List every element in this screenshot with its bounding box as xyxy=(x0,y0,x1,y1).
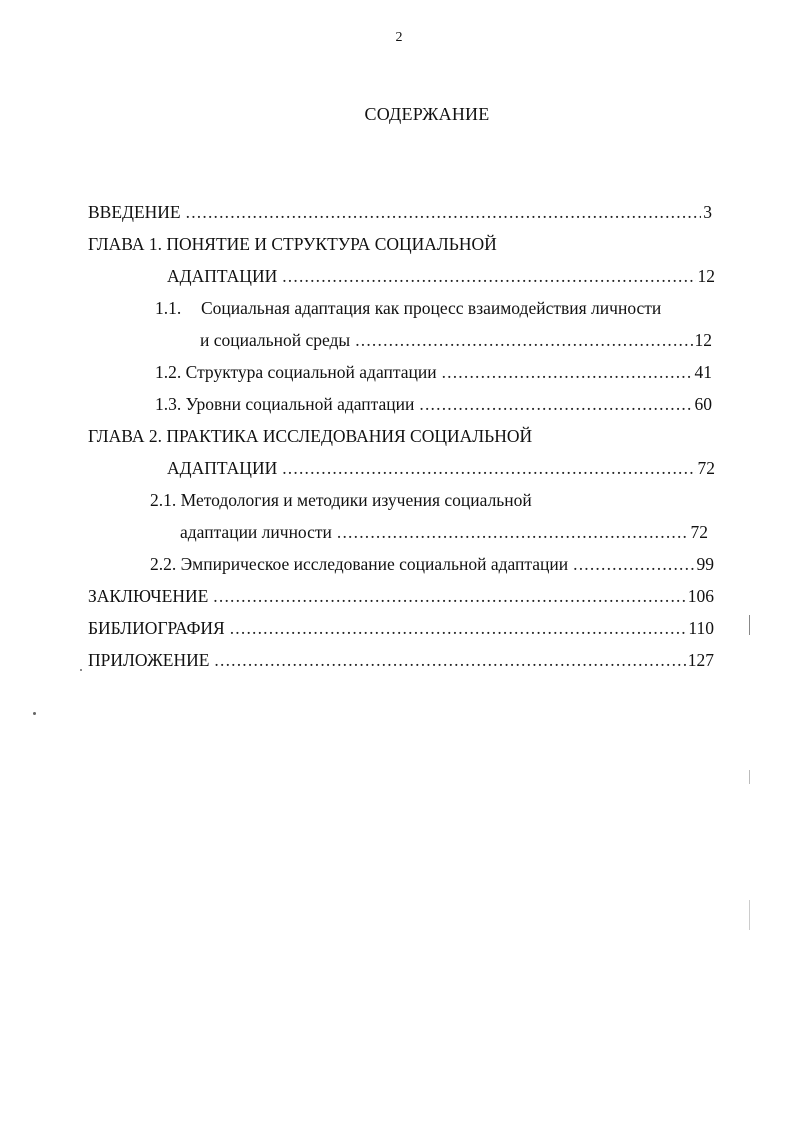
toc-entry-title: 1.2. Структура социальной адаптации xyxy=(155,362,437,382)
toc-entry-page: 110 xyxy=(688,618,714,638)
toc-leader-dots xyxy=(355,329,692,351)
toc-entry-page: 72 xyxy=(690,522,708,542)
toc-entry-title: адаптации личности xyxy=(180,522,332,542)
toc-leader-dots xyxy=(213,585,685,607)
toc-entry-introduction[interactable] xyxy=(88,201,712,223)
toc-leader-dots xyxy=(282,457,695,479)
toc-entry-number: 1.1. xyxy=(155,298,182,318)
toc-entry-chapter-2[interactable] xyxy=(88,425,532,447)
toc-entry-chapter-2-cont[interactable] xyxy=(167,457,715,479)
toc-leader-dots xyxy=(337,521,689,543)
toc-entry-page: 3 xyxy=(703,202,712,222)
page-title: СОДЕРЖАНИЕ xyxy=(364,104,490,124)
toc-entry-title: 2.1. Методология и методики изучения социальной xyxy=(150,490,532,510)
toc-entry-section-1-1-cont[interactable] xyxy=(200,329,712,351)
toc-entry-title: АДАПТАЦИИ xyxy=(167,458,278,478)
toc-entry-section-2-1-cont[interactable] xyxy=(180,521,708,543)
toc-leader-dots xyxy=(230,617,687,639)
toc-entry-chapter-1-cont[interactable] xyxy=(167,265,715,287)
toc-entry-page: 106 xyxy=(687,586,714,606)
toc-entry-title: АДАПТАЦИИ xyxy=(167,266,278,286)
toc-entry-page: 12 xyxy=(694,330,712,350)
scan-edge-mark xyxy=(749,900,750,930)
toc-entry-title: БИБЛИОГРАФИЯ xyxy=(88,618,225,638)
toc-entry-bibliography[interactable] xyxy=(88,617,714,639)
toc-entry-page: 127 xyxy=(687,650,714,670)
toc-entry-page: 41 xyxy=(694,362,712,382)
toc-entry-conclusion[interactable] xyxy=(88,585,714,607)
toc-entry-page: 72 xyxy=(697,458,715,478)
scan-speck xyxy=(33,712,36,715)
toc-leader-dots xyxy=(573,553,694,575)
toc-leader-dots xyxy=(442,361,693,383)
toc-entry-title: ВВЕДЕНИЕ xyxy=(88,202,181,222)
toc-entry-chapter-1[interactable] xyxy=(88,233,497,255)
page-number: 2 xyxy=(395,30,403,45)
scan-edge-mark xyxy=(749,615,750,635)
toc-entry-page: 12 xyxy=(697,266,715,286)
toc-entry-title: 1.3. Уровни социальной адаптации xyxy=(155,394,415,414)
toc-leader-dots xyxy=(282,265,695,287)
toc-entry-section-1-1[interactable] xyxy=(155,297,661,319)
toc-entry-section-2-1[interactable] xyxy=(150,489,532,511)
scan-speck xyxy=(80,669,82,671)
toc-entry-section-2-2[interactable] xyxy=(150,553,714,575)
toc-entry-page: 99 xyxy=(696,554,714,574)
toc-entry-appendix[interactable] xyxy=(88,649,714,671)
toc-leader-dots xyxy=(214,649,685,671)
toc-entry-title: ГЛАВА 2. ПРАКТИКА ИССЛЕДОВАНИЯ СОЦИАЛЬНОЙ xyxy=(88,426,533,446)
toc-entry-title: Социальная адаптация как процесс взаимодействия личности xyxy=(201,298,662,318)
toc-entry-title: 2.2. Эмпирическое исследование социальной адаптации xyxy=(150,554,569,574)
toc-entry-section-1-2[interactable] xyxy=(155,361,712,383)
toc-leader-dots xyxy=(186,201,702,223)
toc-entry-title: и социальной среды xyxy=(200,330,351,350)
toc-leader-dots xyxy=(419,393,692,415)
scan-edge-mark xyxy=(749,770,750,784)
toc-entry-title: ЗАКЛЮЧЕНИЕ xyxy=(88,586,209,606)
toc-entry-title: ПРИЛОЖЕНИЕ xyxy=(88,650,210,670)
toc-entry-section-1-3[interactable] xyxy=(155,393,712,415)
toc-entry-page: 60 xyxy=(694,394,712,414)
toc-entry-title: ГЛАВА 1. ПОНЯТИЕ И СТРУКТУРА СОЦИАЛЬНОЙ xyxy=(88,234,497,254)
